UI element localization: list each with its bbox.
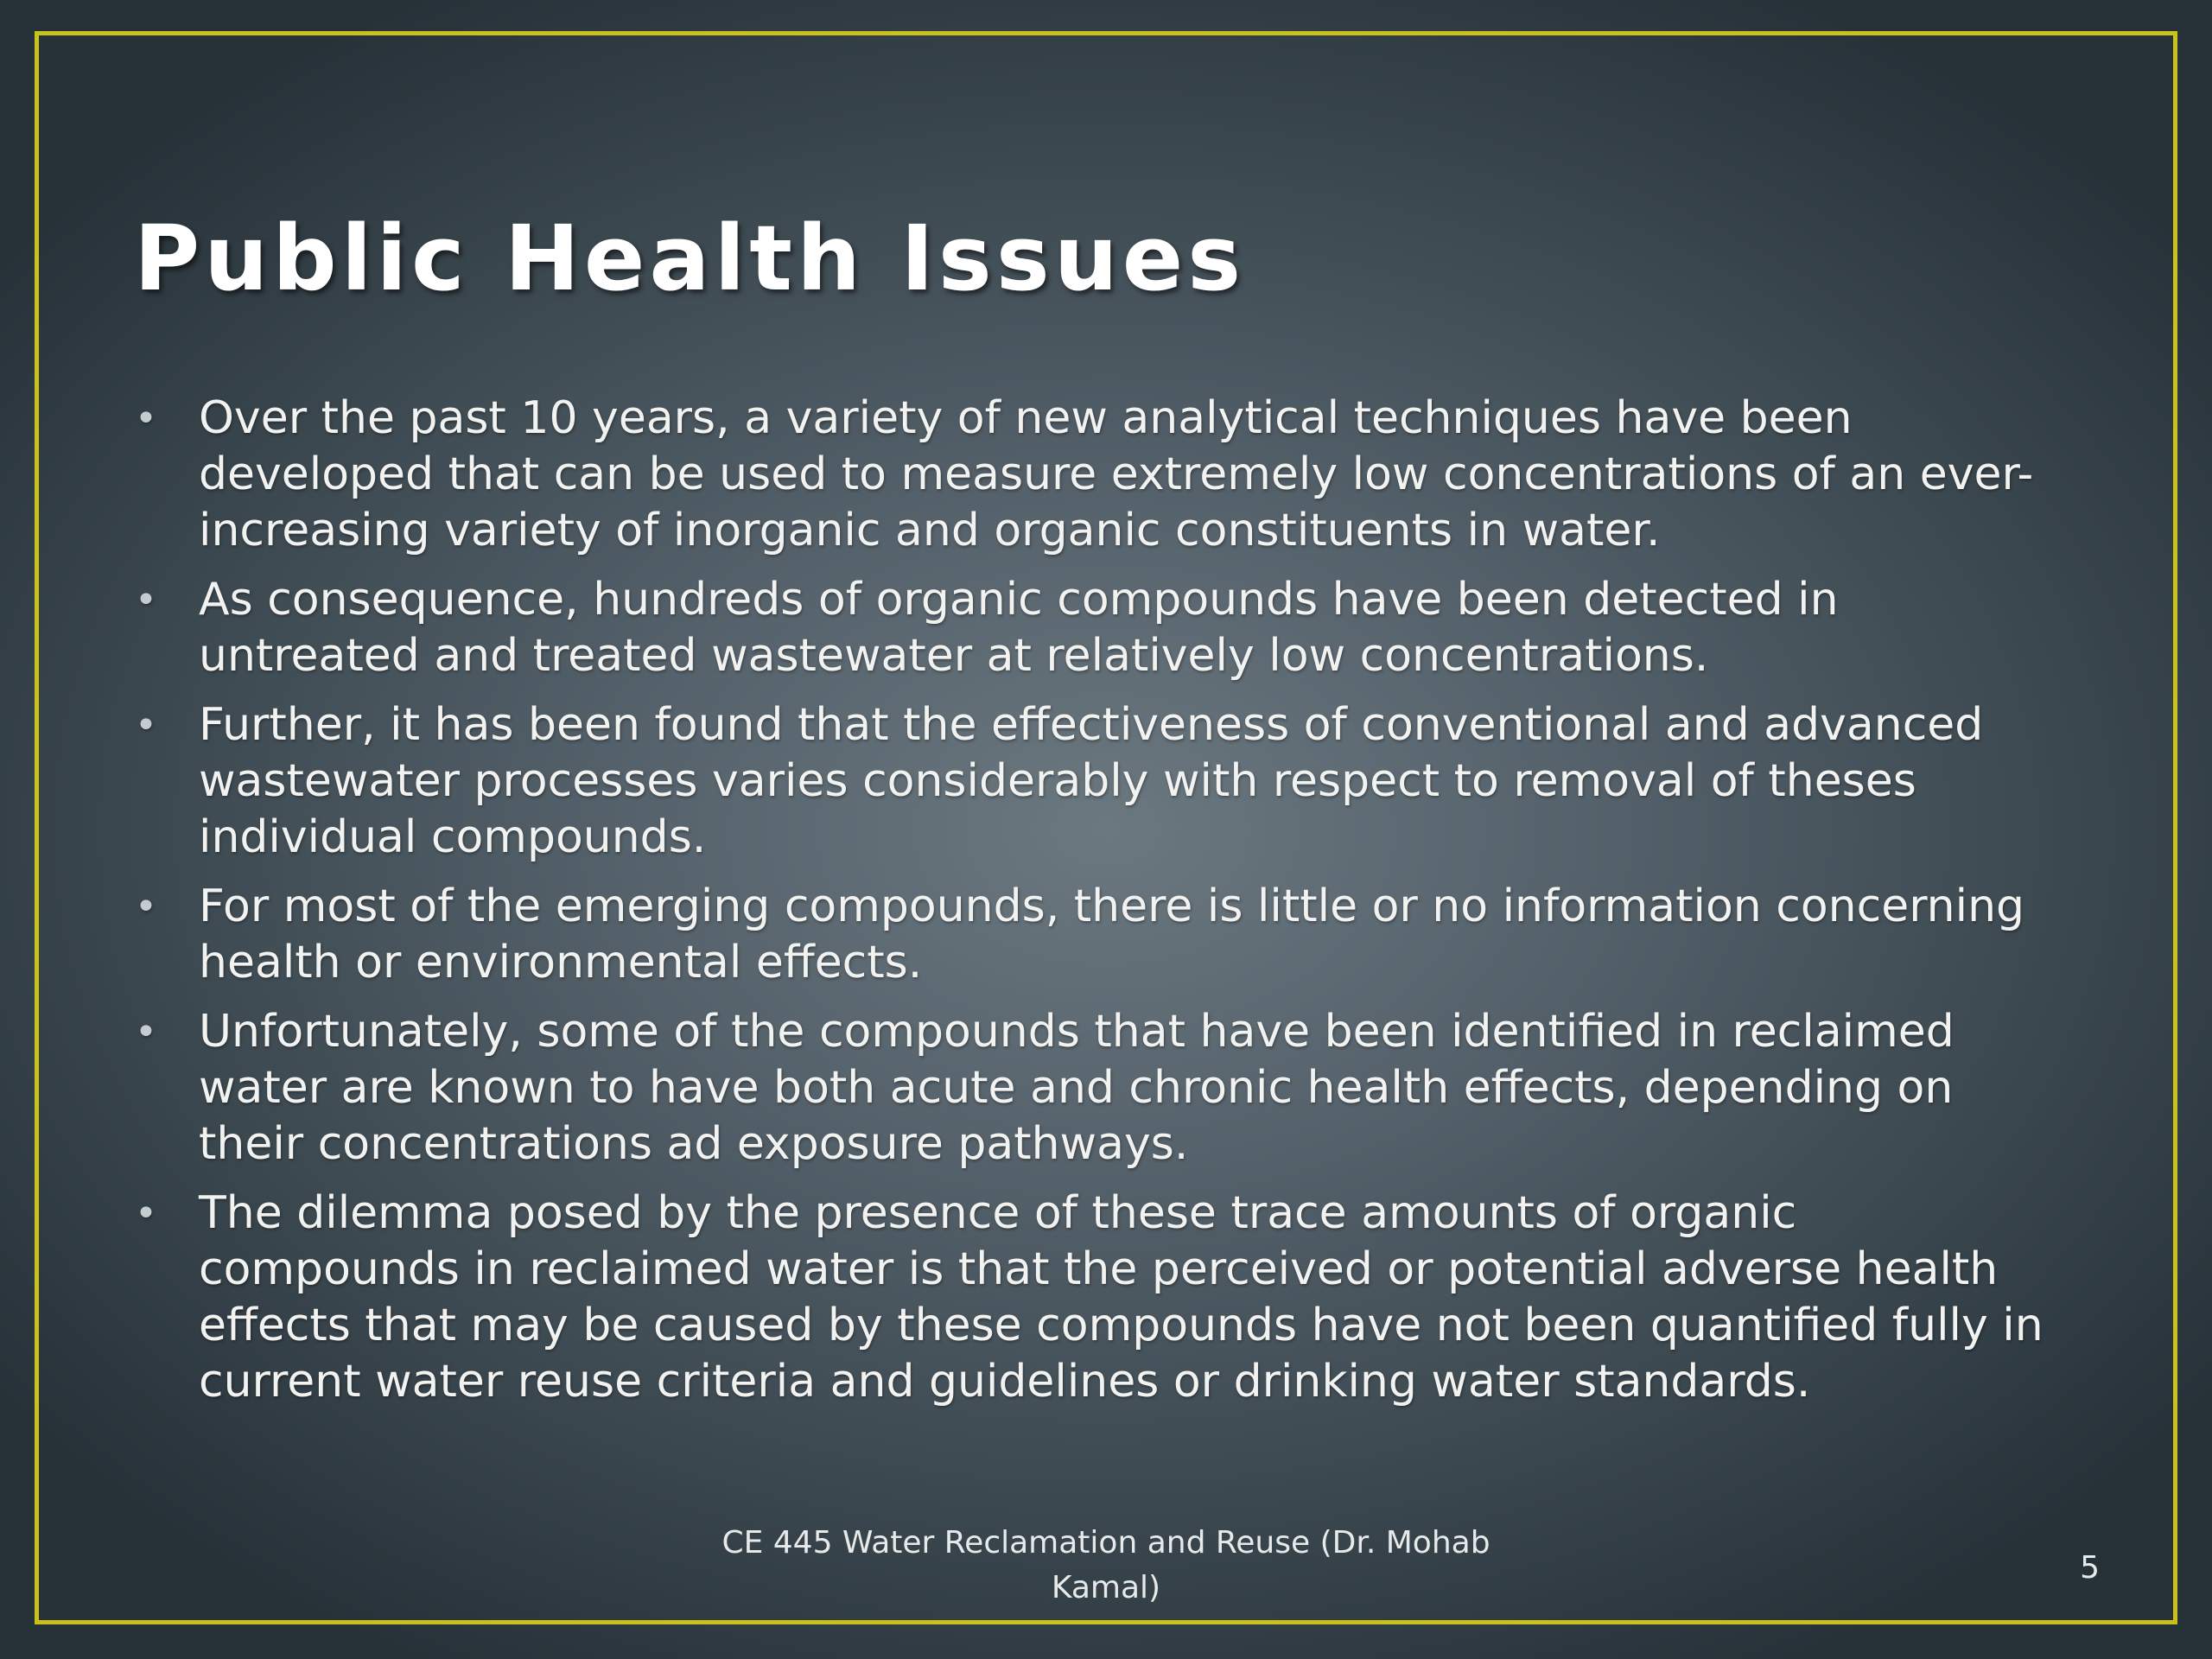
bullet-icon: • bbox=[135, 703, 157, 747]
bullet-icon: • bbox=[135, 1192, 157, 1236]
bullet-item bbox=[130, 391, 2065, 559]
bullet-text: Unfortunately, some of the compounds that have been identified in reclaimed water are known to have both acute and chronic health effects, depending on their concentrations ad exposure pathways. bbox=[199, 1006, 1955, 1170]
bullet-item bbox=[130, 879, 2065, 991]
slide-title: Public Health Issues bbox=[134, 206, 1246, 311]
bullet-icon: • bbox=[135, 578, 157, 622]
bullet-text: Further, it has been found that the effectiveness of conventional and advanced wastewater processes varies considerably with respect to removal of theses individual compounds. bbox=[199, 699, 1984, 863]
bullet-item bbox=[130, 572, 2065, 684]
bullet-text: The dilemma posed by the presence of these trace amounts of organic compounds in reclaimed water is that the perceived or potential adverse health effects that may be caused by these compounds have not been quantified fully in current water reuse criteria and guidelines or drinking water standards. bbox=[199, 1187, 2044, 1408]
page-number: 5 bbox=[2080, 1550, 2100, 1586]
bullet-list bbox=[130, 391, 2065, 1423]
bullet-item bbox=[130, 1185, 2065, 1410]
bullet-icon: • bbox=[135, 397, 157, 441]
bullet-icon: • bbox=[135, 1010, 157, 1054]
slide-footer: CE 445 Water Reclamation and Reuse (Dr. Mohab Kamal) bbox=[721, 1525, 1491, 1605]
bullet-text: For most of the emerging compounds, there is little or no information concerning health or environmental effects. bbox=[199, 880, 2025, 988]
bullet-text: Over the past 10 years, a variety of new analytical techniques have been developed that can be used to measure extremely low concentrations of an ever-increasing variety of inorganic and organic constituents in water. bbox=[199, 392, 2034, 556]
bullet-item bbox=[130, 1004, 2065, 1173]
bullet-item bbox=[130, 697, 2065, 866]
bullet-icon: • bbox=[135, 885, 157, 929]
bullet-text: As consequence, hundreds of organic compounds have been detected in untreated and treated wastewater at relatively low concentrations. bbox=[199, 574, 1839, 682]
